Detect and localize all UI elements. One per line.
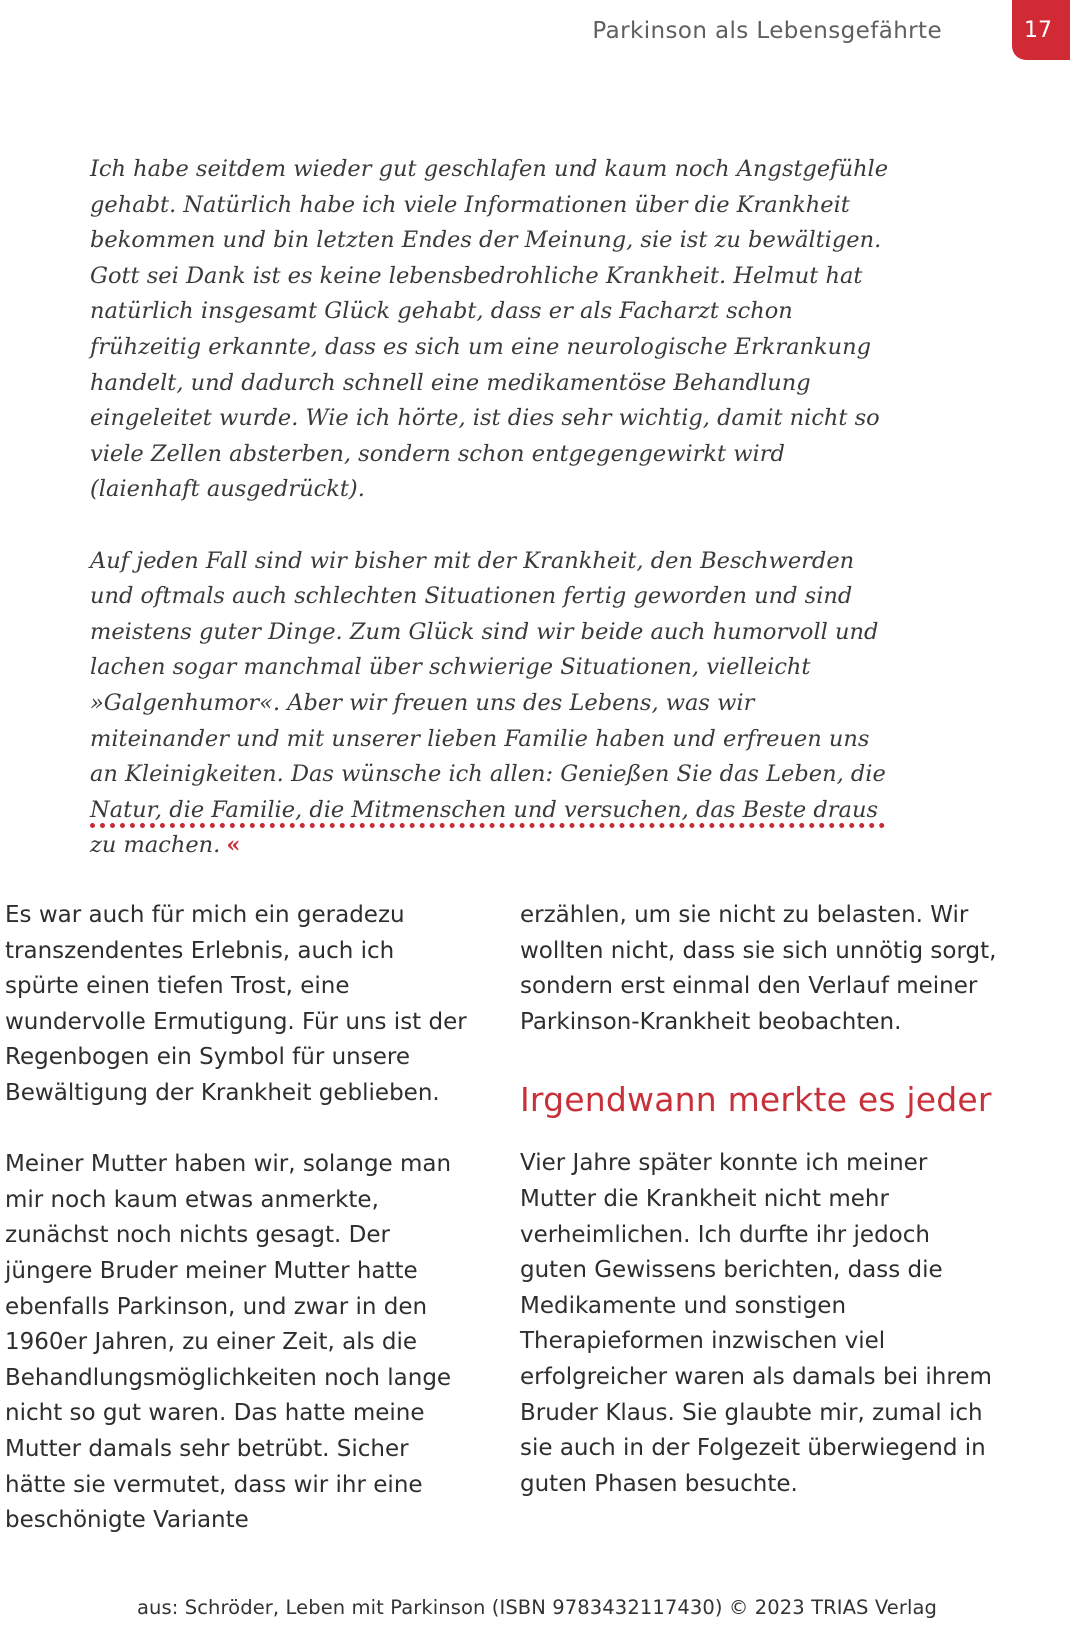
body-paragraph: Es war auch für mich ein geradezu transzendentes Erlebnis, auch ich spürte einen tiefen Trost, eine wundervolle Ermutigung. Für uns ist der Regenbogen ein Symbol für unsere Bewältigung der Krankheit geblieben. — [5, 902, 467, 1106]
page-number: 17 — [1024, 17, 1052, 43]
body-paragraph: Meiner Mutter haben wir, solange man mir noch kaum etwas anmerkte, zunächst noch nichts gesagt. Der jüngere Bruder meiner Mutter hatte ebenfalls Parkinson, und zwar in den 1960er Jahren, zu einer Zeit, als die Behandlungsmöglichkeiten noch lange nicht so gut waren. Das hatte meine Mutter damals sehr betrübt. Sicher hätte sie vermutet, dass wir ihr eine beschönigte Variante — [5, 1151, 452, 1534]
end-of-quote-icon: « — [226, 832, 241, 859]
quote-paragraph-text: Auf jeden Fall sind wir bisher mit der Krankheit, den Beschwerden und oftmals auch schlechten Situationen fertig geworden und sind meistens guter Dinge. Zum Glück sind wir beide auch humorvoll und lachen sogar manchmal über schwierige Situationen, vielleicht »Galgenhumor«. Aber wir freuen uns des Lebens, was wir miteinander und mit unserer lieben Familie haben und erfreuen uns an Kleinigkeiten. Das wünsche ich allen: Genießen Sie das Leben, die Natur, die Familie, die Mitmenschen und versuchen, das Beste draus zu machen. — [90, 547, 886, 859]
body-paragraph: Vier Jahre später konnte ich meiner Mutter die Krankheit nicht mehr verheimlichen. Ich durfte ihr jedoch guten Gewissens berichten, dass die Medikamente und sonstigen Therapieformen inzwischen viel erfolgreicher waren als damals bei ihrem Bruder Klaus. Sie glaubte mir, zumal ich sie auch in der Folgezeit überwiegend in guten Phasen besuchte. — [520, 1150, 992, 1497]
running-title: Parkinson als Lebensgefährte — [592, 18, 942, 44]
testimonial-quote — [90, 152, 890, 864]
body-paragraph: erzählen, um sie nicht zu belasten. Wir wollten nicht, dass sie sich unnötig sorgt, sondern erst einmal den Verlauf meiner Parkinson-Krankheit beobachten. — [520, 902, 997, 1035]
copyright-footer: aus: Schröder, Leben mit Parkinson (ISBN 9783432117430) © 2023 TRIAS Verlag — [137, 1596, 938, 1619]
section-heading: Irgendwann merkte es jeder — [520, 1080, 992, 1120]
section-divider — [90, 823, 885, 828]
page-number-badge — [1012, 0, 1070, 60]
left-column — [5, 898, 475, 1539]
quote-paragraph: Ich habe seitdem wieder gut geschlafen und kaum noch Angstgefühle gehabt. Natürlich habe ich viele Informationen über die Krankheit bekommen und bin letzten Endes der Meinung, sie ist zu bewältigen. Gott sei Dank ist es keine lebensbedrohliche Krankheit. Helmut hat natürlich insgesamt Glück gehabt, dass er als Facharzt schon frühzeitig erkannte, dass es sich um eine neurologische Erkrankung handelt, und dadurch schnell eine medikamentöse Behandlung eingeleitet wurde. Wie ich hörte, ist dies sehr wichtig, damit nicht so viele Zellen absterben, sondern schon entgegengewirkt wird (laienhaft ausgedrückt). — [90, 156, 889, 503]
quote-paragraph — [90, 544, 890, 864]
right-column — [520, 898, 1000, 1502]
